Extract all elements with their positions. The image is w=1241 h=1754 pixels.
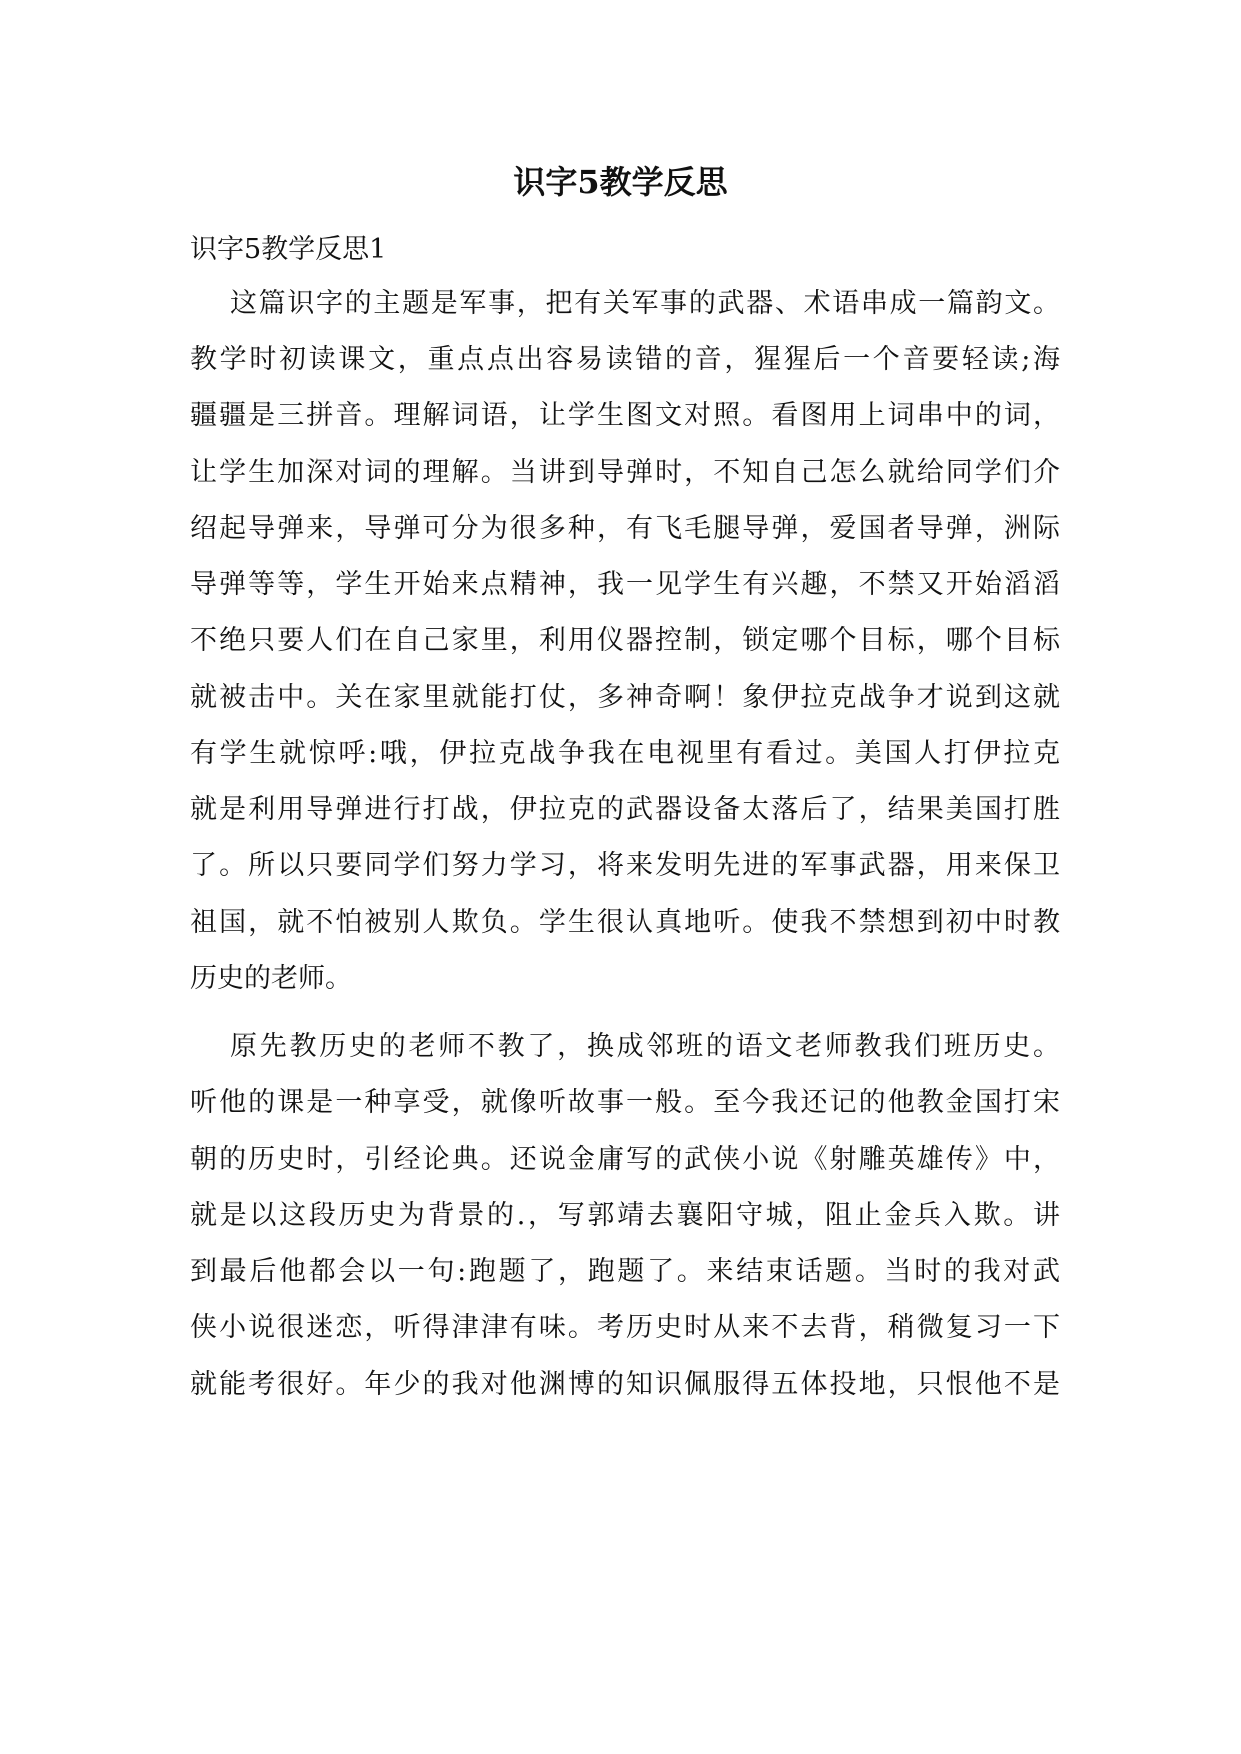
paragraph-line: 就能考很好。年少的我对他渊博的知识佩服得五体投地，只恨他不是 — [190, 1369, 1060, 1400]
paragraph-line: 教学时初读课文，重点点出容易读错的音，猩猩后一个音要轻读;海 — [190, 344, 1060, 375]
paragraph-line: 听他的课是一种享受，就像听故事一般。至今我还记的他教金国打宋 — [190, 1087, 1060, 1118]
paragraph-line: 疆疆是三拼音。理解词语，让学生图文对照。看图用上词串中的词， — [190, 400, 1060, 431]
paragraph-line: 侠小说很迷恋，听得津津有味。考历史时从来不去背，稍微复习一下 — [190, 1312, 1060, 1343]
paragraph-line: 了。所以只要同学们努力学习，将来发明先进的军事武器，用来保卫 — [190, 850, 1060, 881]
paragraph-line: 就被击中。关在家里就能打仗，多神奇啊！象伊拉克战争才说到这就 — [190, 682, 1060, 713]
paragraph-line: 就是利用导弹进行打战，伊拉克的武器设备太落后了，结果美国打胜 — [190, 794, 1060, 825]
paragraph-line: 朝的历史时，引经论典。还说金庸写的武侠小说《射雕英雄传》中， — [190, 1144, 1060, 1175]
section-heading: 识字5教学反思1 — [190, 234, 387, 265]
paragraph-line: 祖国，就不怕被别人欺负。学生很认真地听。使我不禁想到初中时教 — [190, 907, 1060, 938]
paragraph-line: 原先教历史的老师不教了，换成邻班的语文老师教我们班历史。 — [230, 1031, 1060, 1062]
paragraph-line: 导弹等等，学生开始来点精神，我一见学生有兴趣，不禁又开始滔滔 — [190, 569, 1060, 600]
paragraph-line: 历史的老师。 — [190, 963, 352, 994]
paragraph-line: 绍起导弹来，导弹可分为很多种，有飞毛腿导弹，爱国者导弹，洲际 — [190, 513, 1060, 544]
paragraph-line: 这篇识字的主题是军事，把有关军事的武器、术语串成一篇韵文。 — [230, 288, 1060, 319]
paragraph-line: 有学生就惊呼:哦，伊拉克战争我在电视里有看过。美国人打伊拉克 — [190, 738, 1060, 769]
document-title: 识字5教学反思 — [513, 163, 728, 201]
paragraph-line: 让学生加深对词的理解。当讲到导弹时，不知自己怎么就给同学们介 — [190, 457, 1060, 488]
paragraph-line: 就是以这段历史为背景的.，写郭靖去襄阳守城，阻止金兵入欺。讲 — [190, 1200, 1060, 1231]
paragraph-line: 不绝只要人们在自己家里，利用仪器控制，锁定哪个目标，哪个目标 — [190, 625, 1060, 656]
paragraph-line: 到最后他都会以一句:跑题了，跑题了。来结束话题。当时的我对武 — [190, 1256, 1060, 1287]
